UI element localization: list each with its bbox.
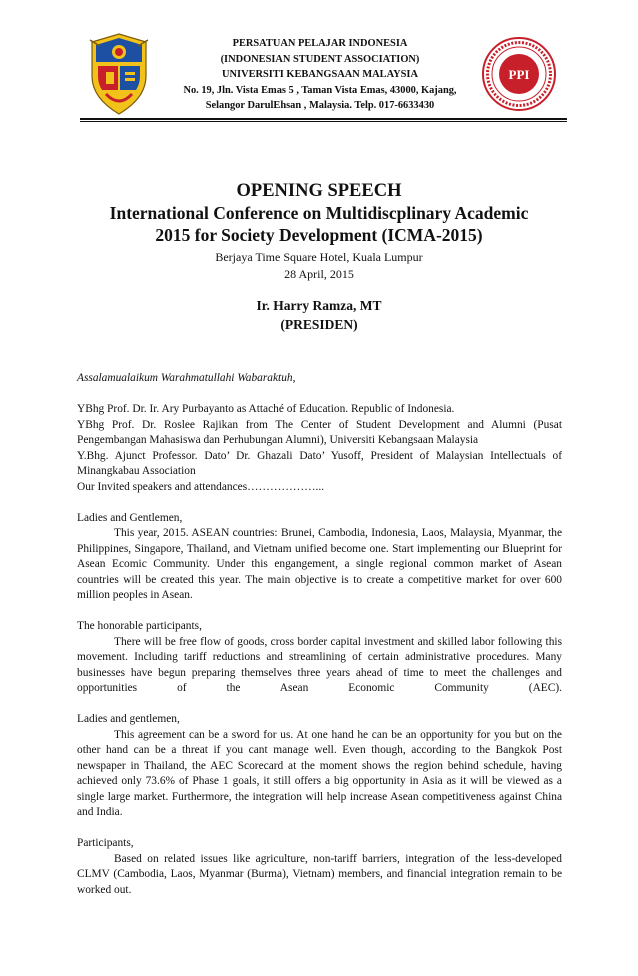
section-salutation: Ladies and gentlemen,	[77, 713, 180, 725]
addressee: Y.Bhg. Ajunct Professor. Dato’ Dr. Ghazali Dato’ Yusoff, President of Malaysian Intellectuals of Minangkabau Association	[77, 449, 562, 477]
section-salutation: The honorable participants,	[77, 620, 202, 632]
event-date: 28 April, 2015	[284, 267, 354, 281]
letterhead-address-2: Selangor DarulEhsan , Malaysia. Telp. 017-6633430	[205, 100, 435, 112]
section-salutation: Ladies and Gentlemen,	[77, 511, 183, 524]
speaker-role: (PRESIDEN)	[280, 317, 358, 332]
section-salutation: Participants,	[77, 837, 134, 849]
section-paragraph: There will be free flow of goods, cross border capital investment and skilled labor following this movement. Including tariff reductions and streamlining of certain administrative procedures. Many businesses have begun preparing themselves three years ahead of time to meet the challenges and opportunities of the Asean Economic Community (AEC).	[77, 635, 562, 694]
title-block	[60, 180, 578, 334]
ukm-crest-icon	[88, 32, 150, 116]
speech-heading: OPENING SPEECH	[236, 181, 402, 201]
speaker-name: Ir. Harry Ramza, MT	[256, 298, 382, 313]
section-paragraph: This year, 2015. ASEAN countries: Brunei, Cambodia, Indonesia, Laos, Malaysia, Myanmar, the Philippines, Singapore, Thailand, and Vietnam unified become one. Start implementing our Blueprint for Asean Ecomic Community. Under this engangement, a single regional common market of Asean countries will be created this year. The main objective is to create a competitive market for over 600 million peoples in Asean.	[77, 527, 562, 601]
letterhead-org-name: PERSATUAN PELAJAR INDONESIA	[232, 38, 408, 49]
speech-body	[77, 371, 562, 898]
letterhead-university: UNIVERSITI KEBANGSAAN MALAYSIA	[222, 69, 418, 81]
ppi-seal-icon	[481, 36, 557, 112]
letterhead-rule-thin	[80, 121, 567, 122]
addressee: YBhg Prof. Dr. Ir. Ary Purbayanto as Attaché of Education. Republic of Indonesia.	[77, 403, 455, 415]
conference-title-line-1: International Conference on Multidiscplinary Academic	[109, 203, 529, 223]
addressee: Our Invited speakers and attendances………………...	[77, 480, 325, 493]
seal-initials: PPI	[508, 67, 530, 82]
conference-title-line-2: 2015 for Society Development (ICMA-2015)	[155, 225, 483, 245]
letterhead-rule	[80, 118, 567, 120]
section-paragraph: Based on related issues like agriculture, non-tariff barriers, integration of the less-developed CLMV (Cambodia, Laos, Myanmar (Burma), Vietnam) members, and financial integration remain to be worked out.	[77, 852, 562, 896]
letterhead-address-1: No. 19, Jln. Vista Emas 5 , Taman Vista Emas, 43000, Kajang,	[183, 84, 457, 96]
greeting: Assalamualaikum Warahmatullahi Wabaraktuh,	[77, 372, 296, 384]
letterhead-org-english: (INDONESIAN STUDENT ASSOCIATION)	[220, 53, 420, 65]
section-paragraph: This agreement can be a sword for us. At one hand he can be an opportunity for you but on the other hand can be a threat if you cant manage well. Even though, according to the Bangkok Post newspaper in Thailand, the AEC Scorecard at the moment shows the region behind schedule, having achieved only 73.6% of Phase 1 goals, it still offers a big opportunity in Asia as it will be viewed as a single large market. Furthermore, the integration will help increase Asean competitiveness against China and India.	[77, 728, 562, 818]
letterhead	[150, 36, 490, 114]
venue: Berjaya Time Square Hotel, Kuala Lumpur	[215, 250, 423, 264]
addressee: YBhg Prof. Dr. Roslee Rajikan from The Center of Student Development and Alumni (Pusat Pengembangan Mahasiswa dan Perhubungan Alumni), Universiti Kebangsaan Malaysia	[77, 418, 562, 446]
